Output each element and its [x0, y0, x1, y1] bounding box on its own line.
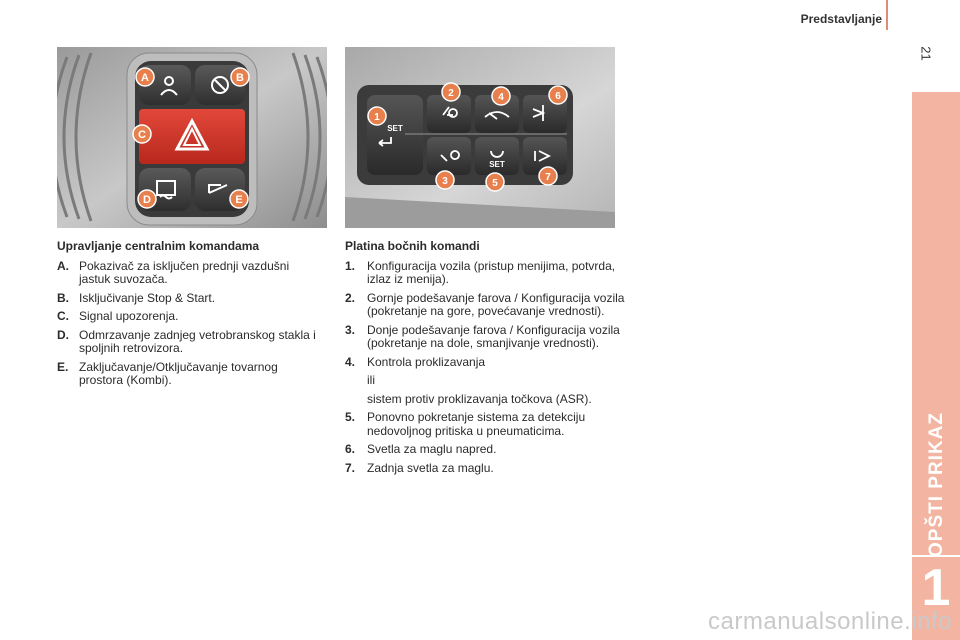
list-item: 1. Konfiguracija vozila (pristup menijima, potvrda, izlaz iz menija).: [345, 258, 616, 286]
callout-4: [492, 87, 510, 105]
chapter-title: OPŠTI PRIKAZ: [926, 411, 947, 557]
callout-c: [133, 125, 151, 143]
watermark: carmanualsonline.info: [708, 608, 952, 635]
svg-text:A: A: [141, 72, 149, 84]
svg-text:D: D: [143, 194, 151, 206]
side-controls-heading: Platina bočnih komandi: [345, 239, 480, 253]
callout-6: [549, 86, 567, 104]
chapter-number: 1: [921, 559, 951, 617]
callout-e: [230, 190, 248, 208]
page-header-title: Predstavljanje: [800, 12, 882, 26]
svg-text:7: 7: [545, 172, 551, 183]
list-item: 6. Svetla za maglu napred.: [345, 442, 497, 456]
callout-5: [486, 173, 504, 191]
side-control-panel-callouts: [345, 47, 615, 228]
set-label-left: SET: [387, 124, 403, 133]
header-divider: [886, 0, 888, 30]
center-controls-section: [57, 240, 319, 393]
chapter-side-tab: [912, 92, 960, 640]
callout-2: [442, 83, 460, 101]
list-item: A. Pokazivač za isključen prednji vazdušni jastuk suvozača.: [57, 258, 290, 286]
list-item: B. Isključivanje Stop & Start.: [57, 290, 216, 305]
callout-1: [368, 107, 386, 125]
center-console-figure: [57, 47, 327, 228]
svg-text:B: B: [236, 72, 244, 84]
page-number: 21: [918, 46, 934, 61]
svg-text:1: 1: [374, 112, 380, 123]
svg-text:E: E: [235, 194, 243, 206]
list-item: 7. Zadnja svetla za maglu.: [345, 460, 494, 475]
set-label-center: SET: [489, 160, 505, 169]
svg-text:5: 5: [492, 178, 498, 189]
svg-text:4: 4: [498, 92, 504, 103]
svg-text:3: 3: [442, 176, 448, 187]
center-controls-heading: Upravljanje centralnim komandama: [57, 239, 260, 253]
side-controls-section: [345, 240, 625, 480]
svg-text:C: C: [138, 129, 146, 141]
callout-b: [231, 68, 249, 86]
callout-7: [539, 167, 557, 185]
list-item: C. Signal upozorenja.: [57, 309, 179, 323]
list-item: E. Zaključavanje/Otključavanje tovarnog prostora (Kombi).: [57, 359, 278, 387]
list-item: 5. Ponovno pokretanje sistema za detekciju nedovoljnog pritiska u pneumaticima.: [345, 410, 586, 438]
list-item-subtext: sistem protiv proklizavanja točkova (ASR).: [367, 391, 592, 406]
list-item: 2. Gornje podešavanje farova / Konfiguracija vozila (pokretanje na gore, povećavanje vrednosti).: [345, 290, 625, 318]
callout-d: [138, 190, 156, 208]
list-item-subtext: ili: [367, 373, 375, 387]
center-console-callouts: [57, 47, 327, 228]
side-control-panel-figure: [345, 47, 615, 228]
list-item: 3. Donje podešavanje farova / Konfiguracija vozila (pokretanje na dole, smanjivanje vrednosti).: [345, 322, 620, 350]
list-item: D. Odmrzavanje zadnjeg vetrobranskog stakla i spoljnih retrovizora.: [57, 327, 316, 355]
callout-3: [436, 171, 454, 189]
svg-text:2: 2: [448, 88, 454, 99]
list-item: 4. Kontrola proklizavanja: [345, 354, 486, 369]
callout-a: [136, 68, 154, 86]
svg-text:6: 6: [555, 91, 561, 102]
